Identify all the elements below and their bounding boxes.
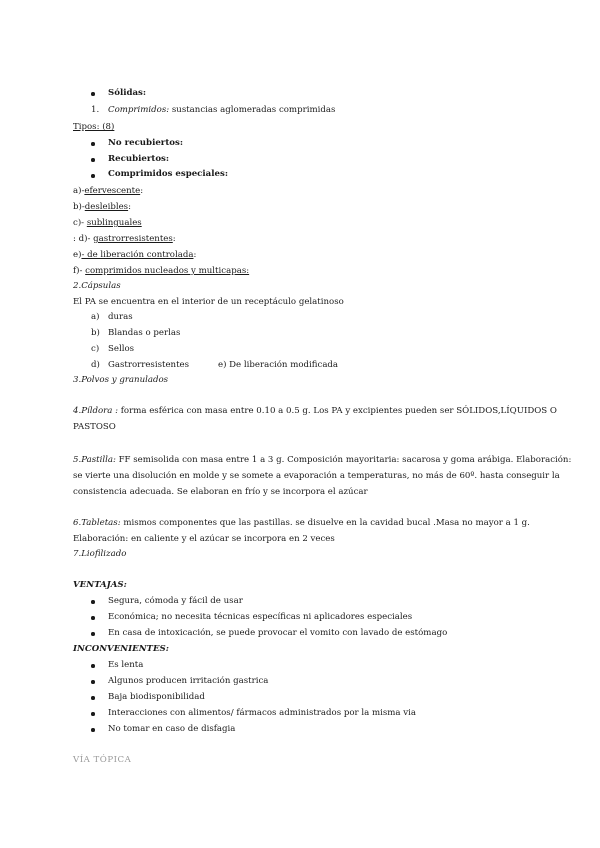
tabletas-line-2: Elaboración: en caliente y el azúcar se incorpora en 2 veces (73, 534, 335, 544)
special-type-f: f)- comprimidos nucleados y multicapas: (73, 266, 250, 276)
capsula-type-e: e) De liberación modificada (218, 360, 339, 370)
capsula-mark-c: c) (91, 344, 100, 354)
capsulas-text: El PA se encuentra en el interior de un receptáculo gelatinoso (73, 297, 344, 307)
bullet-icon (91, 728, 95, 732)
item-1-text: sustancias aglomeradas comprimidas (169, 105, 336, 115)
ventaja-item: Económica; no necesita técnicas específicas ni aplicadores especiales (108, 612, 413, 622)
special-type-d: : d)- gastrorresistentes: (73, 234, 176, 244)
special-type-c: c)- sublinguales (73, 218, 142, 228)
inconveniente-item: Es lenta (108, 660, 144, 670)
ventaja-item: En casa de intoxicación, se puede provocar el vomito con lavado de estómago (108, 628, 448, 638)
inconveniente-item: Algunos producen irritación gastrica (108, 676, 269, 686)
pastilla-line-1: 5.Pastilla: FF semisolida con masa entre 1 a 3 g. Composición mayoritaria: sacarosa y goma arábiga. Elaboración: (73, 455, 572, 465)
liofilizado-heading: 7.Liofilizado (73, 549, 127, 559)
ventaja-item: Segura, cómoda y fácil de usar (108, 596, 243, 606)
bullet-icon (91, 142, 95, 146)
pildora-line-2: PASTOSO (73, 422, 116, 432)
pastilla-line-2: se vierte una disolución en molde y se somete a evaporación a temperaturas, no más de 60º. hasta conseguir la (73, 471, 560, 481)
item-1 (108, 105, 335, 116)
item-1-number: 1. (91, 105, 100, 115)
capsula-type-c: Sellos (108, 344, 135, 354)
special-type-e: e)- de liberación controlada: (73, 250, 197, 260)
capsula-type-b: Blandas o perlas (108, 328, 181, 338)
tipo-recubiertos: Recubiertos: (108, 154, 170, 164)
pildora-line-1: 4.Píldora : forma esférica con masa entre 0.10 a 0.5 g. Los PA y excipientes pueden ser SÓLIDOS,LÍQUIDOS O (73, 406, 557, 416)
tipo-comprimidos-especiales: Comprimidos especiales: (108, 169, 228, 179)
inconveniente-item: No tomar en caso de disfagia (108, 724, 236, 734)
bullet-icon (91, 158, 95, 162)
via-topica-heading: VÍA TÓPICA (73, 755, 132, 765)
bullet-icon (91, 696, 95, 700)
polvos-heading: 3.Polvos y granulados (73, 375, 169, 385)
inconveniente-item: Baja biodisponibilidad (108, 692, 205, 702)
bullet-icon (91, 632, 95, 636)
special-type-a: a)-efervescente: (73, 186, 144, 196)
bullet-icon (91, 664, 95, 668)
tipo-no-recubiertos: No recubiertos: (108, 138, 184, 148)
tipos-label: Tipos: (8) (73, 122, 115, 132)
capsula-type-a: duras (108, 312, 133, 322)
solidas-heading: Sólidas: (108, 88, 147, 98)
ventajas-heading: VENTAJAS: (73, 580, 127, 590)
inconveniente-item: Interacciones con alimentos/ fármacos administrados por la misma via (108, 708, 417, 718)
capsulas-heading: 2.Cápsulas (73, 281, 121, 291)
capsula-mark-d: d) (91, 360, 100, 370)
capsula-mark-a: a) (91, 312, 100, 322)
capsula-mark-b: b) (91, 328, 100, 338)
bullet-icon (91, 92, 95, 96)
inconvenientes-heading: INCONVENIENTES: (73, 644, 169, 654)
capsula-type-d: Gastrorresistentes (108, 360, 190, 370)
tabletas-line-1: 6.Tabletas: mismos componentes que las pastillas. se disuelve en la cavidad bucal .Masa no mayor a 1 g. (73, 518, 530, 528)
bullet-icon (91, 712, 95, 716)
special-type-b: b)-desleibles: (73, 202, 131, 212)
item-1-term: Comprimidos: (108, 105, 170, 115)
bullet-icon (91, 616, 95, 620)
pastilla-line-3: consistencia adecuada. Se elaboran en frío y se incorpora el azúcar (73, 487, 368, 497)
bullet-icon (91, 600, 95, 604)
bullet-icon (91, 174, 95, 178)
bullet-icon (91, 680, 95, 684)
